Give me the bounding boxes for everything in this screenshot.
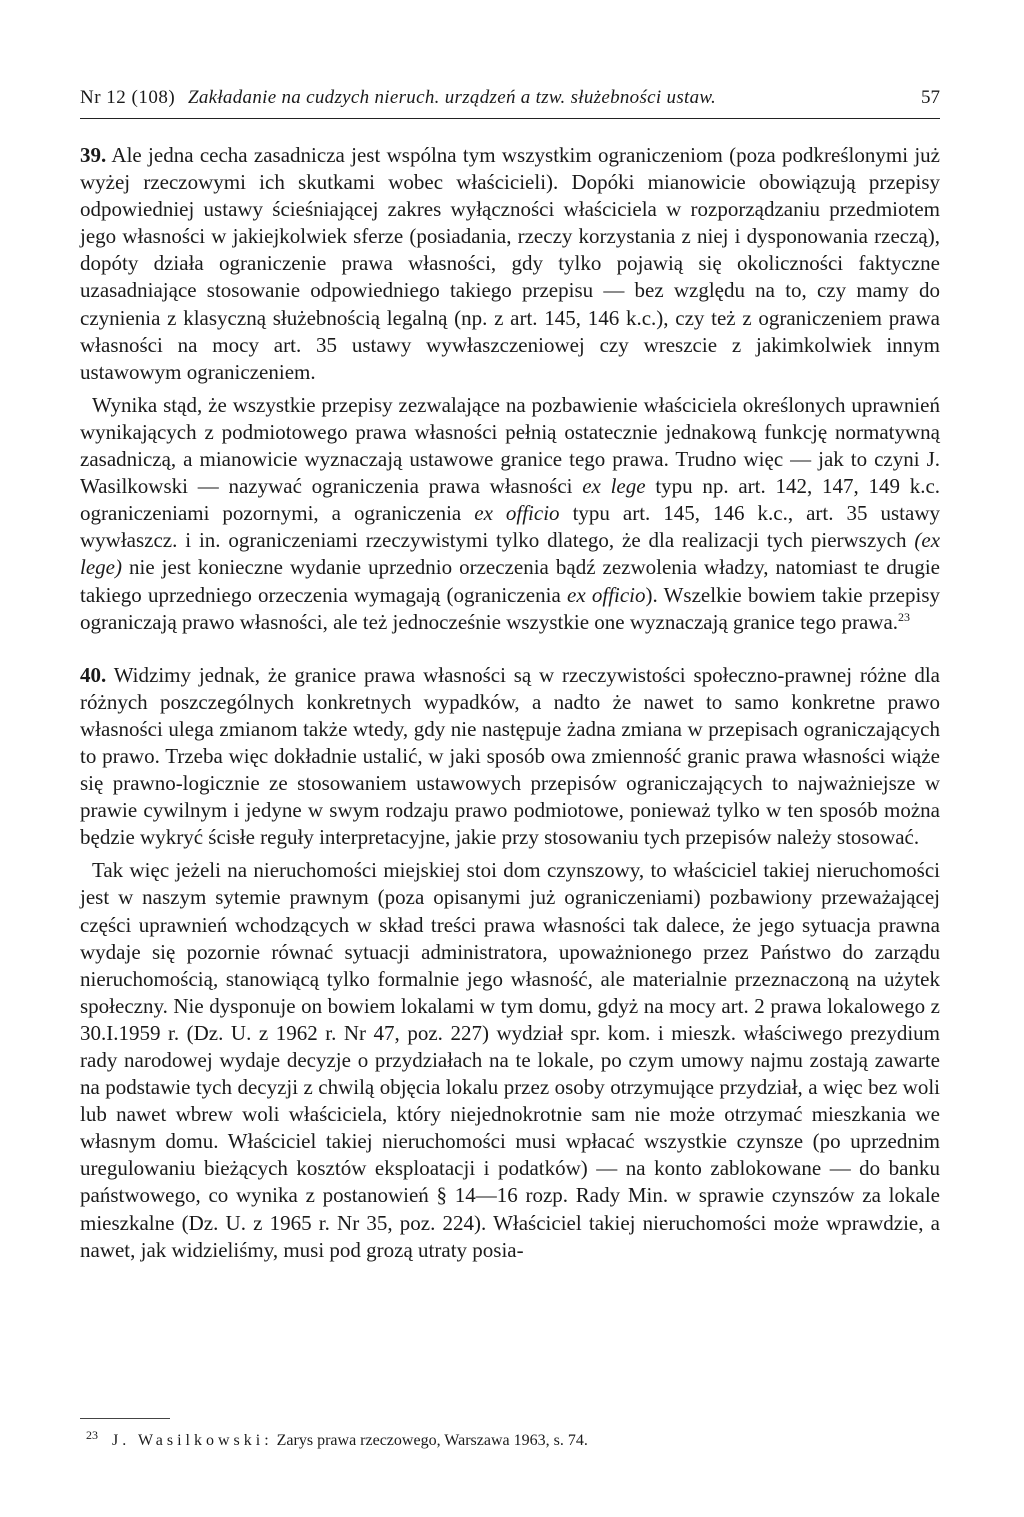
paragraph-39-continued	[80, 392, 940, 636]
footnote-text: Zarys prawa rzeczowego, Warszawa 1963, s. 74.	[276, 1432, 588, 1449]
footnote-reference-23[interactable]: 23	[898, 609, 911, 624]
paragraph-39-text: Ale jedna cecha zasadnicza jest wspólna tym wszystkim ograniczeniom (poza podkreślonymi już wyżej rzeczowymi ich skutkami wobec właścicieli). Dopóki mianowicie obowiązują przepisy odpowiedniej ustawy ścieśniającej zakres wyłączności właściciela w rozporządzaniu przedmiotem jego własności w jakiejkolwiek sferze (posiadania, rzeczy korzystania z niej i dysponowania rzeczą), dopóty działa ograniczenie prawa własności, gdy tylko pojawią się okoliczności faktyczne uzasadniające stosowanie odpowiedniego takiego przepisu — bez względu na to, czy mamy do czynienia z klasyczną służebnością legalną (np. z art. 145, 146 k.c.), czy też z ograniczeniem prawa własności na mocy art. 35 ustawy wywłaszczeniowej czy wreszcie z jakimkolwiek innym ustawowym ograniczeniem.	[80, 143, 941, 384]
latin-ex-officio-2: ex officio	[567, 582, 646, 607]
p2-part-e: ). Wszelkie bowiem takie przepisy ograniczają prawo własności, ale też jednocześnie wszystkie one wyznaczają granice tego prawa.	[80, 582, 940, 634]
latin-ex-lege-2: (ex lege)	[80, 528, 941, 580]
footnote-number: 23	[86, 1427, 98, 1442]
document-page	[80, 0, 940, 1517]
latin-ex-officio-1: ex officio	[474, 501, 560, 526]
footnote-rule	[80, 1418, 170, 1419]
journal-issue: Nr 12 (108)	[80, 87, 176, 108]
running-head-left	[80, 84, 716, 112]
latin-ex-lege-1: ex lege	[582, 474, 646, 499]
paragraph-40-continued-text: Tak więc jeżeli na nieruchomości miejskiej stoi dom czynszowy, to właściciel takiej nieruchomości jest w naszym sytemie prawnym (poza opisanymi już ograniczeniami) pozbawiony przeważającej części uprawnień wchodzących w skład treści prawa własności tak dalece, że jego sytuacja prawna wydaje się pozornie równać sytuacji administratora, upoważnionego przez Państwo do zarządu nieruchomością, stanowiącą tylko formalnie jego własność, ale materialnie przeznaczoną na użytek społeczny. Nie dysponuje on bowiem lokalami w tym domu, gdyż na mocy art. 2 prawa lokalowego z 30.I.1959 r. (Dz. U. z 1962 r. Nr 47, poz. 227) wydział spr. kom. i mieszk. właściwego prezydium rady narodowej wydaje decyzje o przydziałach na te lokale, po czym umowy najmu zostają zawarte na podstawie tych decyzji z chwilą objęcia lokalu przez osoby otrzymujące przydział, a więc bez woli lub nawet wbrew woli właściciela, który niejednokrotnie sam nie może otrzymać mieszkania we własnym domu. Właściciel takiej nieruchomości musi wpłacać wszystkie czynsze (po uprzednim uregulowaniu bieżących kosztów eksploatacji i podatków) — na konto zablokowane — do banku państwowego, co wynika z postanowień § 14—16 rozp. Rady Min. w sprawie czynszów za lokale mieszkalne (Dz. U. z 1965 r. Nr 35, poz. 224). Właściciel takiej nieruchomości może wprawdzie, a nawet, jak widzieliśmy, musi pod grozą utraty posia-	[80, 858, 940, 1262]
p2-part-a: Wynika stąd, że wszystkie przepisy zezwalające na pozbawienie właściciela określonych uprawnień wynikających z podmiotowego prawa własności pełnią ostatecznie jednakową funkcję normatywną zasadniczą, a mianowicie wyznaczają ustawowe granice tego prawa. Trudno więc — jak to czyni J. Wasilkowski — nazywać ograniczenia prawa własności	[80, 392, 940, 499]
p2-part-d: nie jest konieczne wydanie uprzednio orzeczenia bądź zezwolenia władzy, natomiast te drugie takiego uprzedniego orzeczenia wymagają (ograniczenia	[80, 555, 940, 607]
footnote-23	[80, 1427, 940, 1452]
paragraph-40-continued	[80, 857, 940, 1263]
paragraph-39	[80, 142, 940, 386]
footnote-author: J. Wasilkowski:	[112, 1432, 273, 1449]
header-rule	[80, 118, 940, 119]
p2-part-c: typu art. 145, 146 k.c., art. 35 ustawy wywłaszcz. i in. ograniczeniami rzeczywistymi tylko dlatego, że dla realizacji tych pierwszych	[80, 501, 940, 553]
running-head	[80, 84, 940, 112]
paragraph-40-text: Widzimy jednak, że granice prawa własności są w rzeczywistości społeczno-prawnej różne dla różnych poszczególnych konkretnych wypadków, a nadto że nawet to samo konkretne prawo własności ulega zmianom także wtedy, gdy nie następuje żadna zmiana w przepisach ograniczających to prawo. Trzeba więc dokładnie ustalić, w jaki sposób owa zmienność granic prawa własności wiąże się prawno-logicznie ze stosowaniem ustawowych przepisów ograniczających to najważniejsze w prawie cywilnym i jedyne w swym rodzaju prawo podmiotowe, ponieważ tylko w ten sposób można będzie wykryć ścisłe reguły interpretacyjne, jakie przy stosowaniu tych przepisów należy stosować.	[80, 662, 940, 850]
paragraph-40	[80, 662, 940, 852]
p2-part-b: typu np. art. 142, 147, 149 k.c. ograniczeniami pozornymi, a ograniczenia	[80, 474, 941, 526]
section-number-39: 39.	[80, 143, 107, 167]
page-number: 57	[921, 87, 940, 108]
body-text	[80, 142, 940, 1264]
running-title: Zakładanie na cudzych nieruch. urządzeń a tzw. służebności ustaw.	[187, 87, 717, 108]
section-number-40: 40.	[80, 662, 107, 687]
